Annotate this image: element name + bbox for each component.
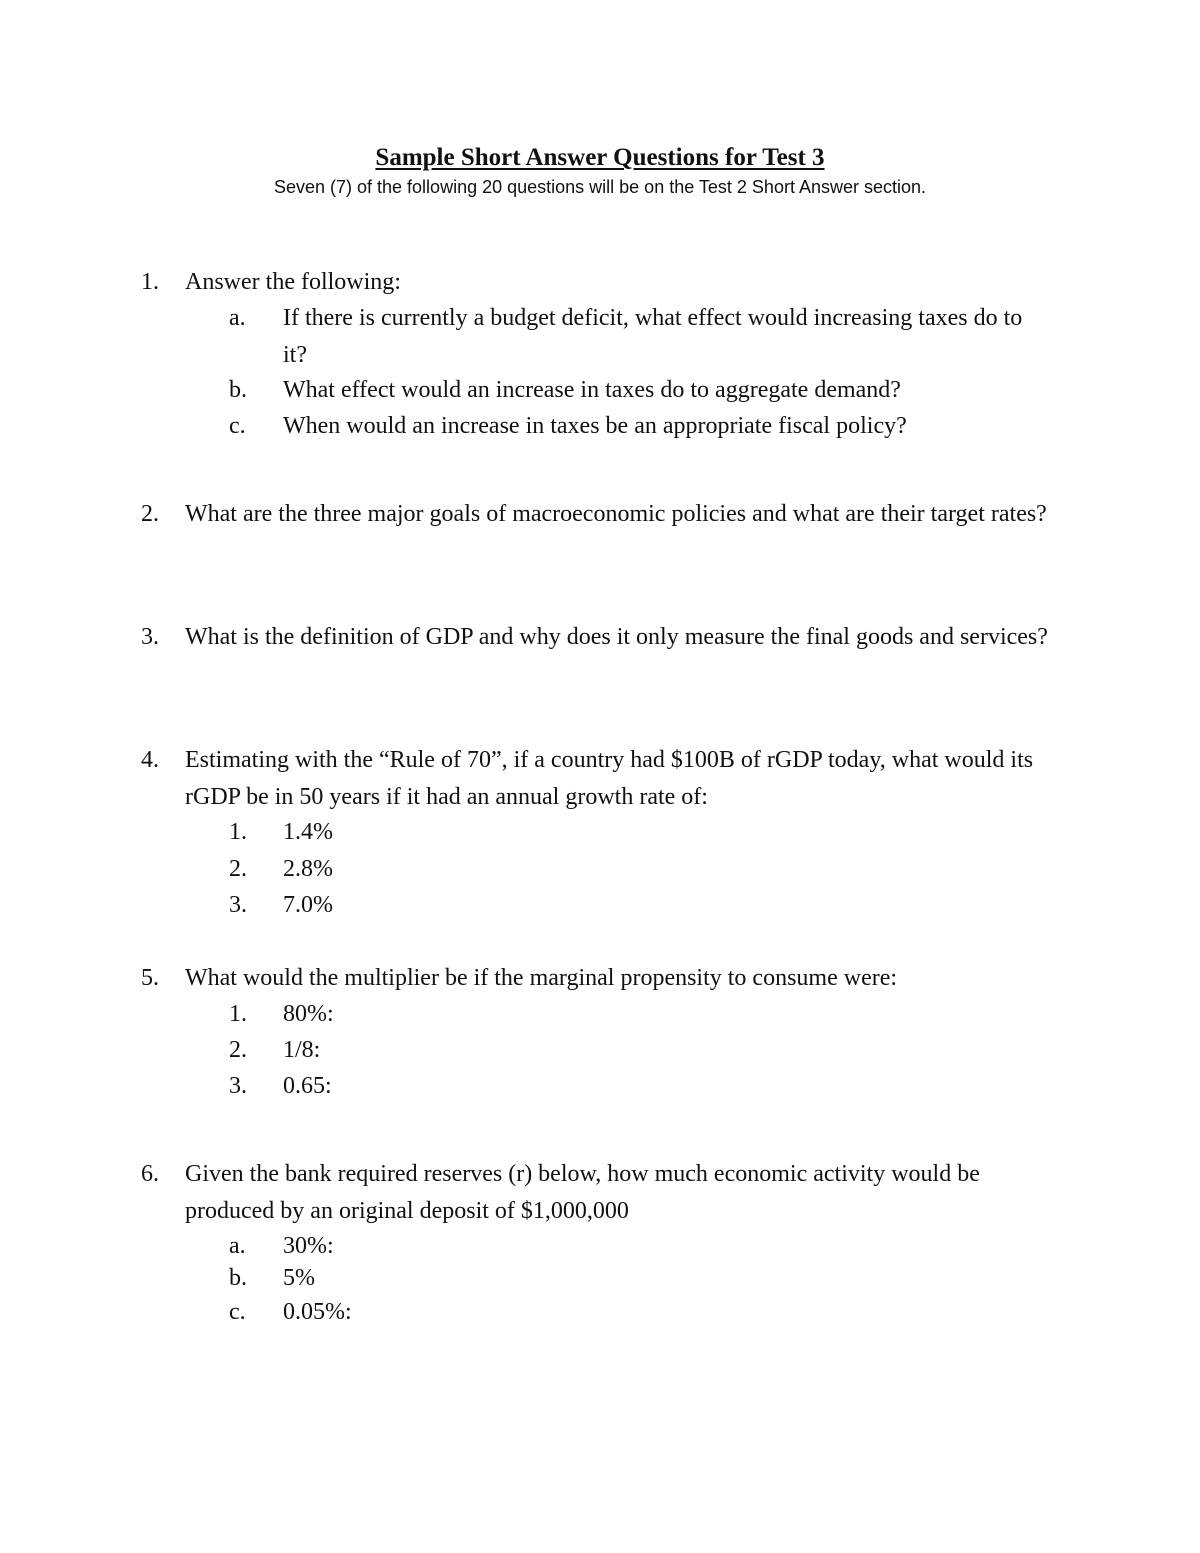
question-text: Estimating with the “Rule of 70”, if a country had $100B of rGDP today, what would its rGDP be in 50 years if it had an annual growth rate of: (185, 747, 1034, 810)
item-marker: a. (229, 1233, 246, 1259)
question-text: What would the multiplier be if the marginal propensity to consume were: (185, 965, 898, 991)
document-title: Sample Short Answer Questions for Test 3 (375, 144, 825, 171)
item-text: What effect would an increase in taxes do to aggregate demand? (283, 377, 901, 403)
item-text: 0.65: (283, 1073, 332, 1099)
item-marker: c. (229, 413, 246, 439)
question-text: What is the definition of GDP and why does it only measure the final goods and services? (185, 624, 1048, 650)
item-marker: 1. (229, 819, 247, 845)
item-text: 80%: (283, 1001, 334, 1027)
item-text: When would an increase in taxes be an appropriate fiscal policy? (283, 413, 907, 439)
question-text: Given the bank required reserves (r) below, how much economic activity would be produced by an original deposit of $1,000,000 (185, 1161, 980, 1224)
item-text: If there is currently a budget deficit, what effect would increasing taxes do to it? (283, 305, 1023, 368)
question-text: What are the three major goals of macroeconomic policies and what are their target rates? (185, 501, 1047, 527)
item-text: 7.0% (283, 892, 333, 918)
item-marker: b. (229, 1265, 247, 1291)
item-marker: 1. (229, 1001, 247, 1027)
question-number: 5. (141, 965, 159, 991)
item-marker: a. (229, 305, 246, 331)
document-subtitle: Seven (7) of the following 20 questions will be on the Test 2 Short Answer section. (273, 177, 927, 197)
item-text: 5% (283, 1265, 315, 1291)
item-text: 1/8: (283, 1037, 321, 1063)
question-text: Answer the following: (185, 269, 401, 295)
item-text: 30%: (283, 1233, 334, 1259)
item-text: 0.05%: (283, 1299, 352, 1325)
question-number: 6. (141, 1161, 159, 1187)
item-marker: 3. (229, 1073, 247, 1099)
item-text: 1.4% (283, 819, 333, 845)
item-text: 2.8% (283, 856, 333, 882)
item-marker: 2. (229, 856, 247, 882)
item-marker: c. (229, 1299, 246, 1325)
question-number: 4. (141, 747, 159, 773)
question-number: 3. (141, 624, 159, 650)
question-number: 2. (141, 501, 159, 527)
item-marker: b. (229, 377, 247, 403)
item-marker: 2. (229, 1037, 247, 1063)
item-marker: 3. (229, 892, 247, 918)
question-number: 1. (141, 269, 159, 295)
